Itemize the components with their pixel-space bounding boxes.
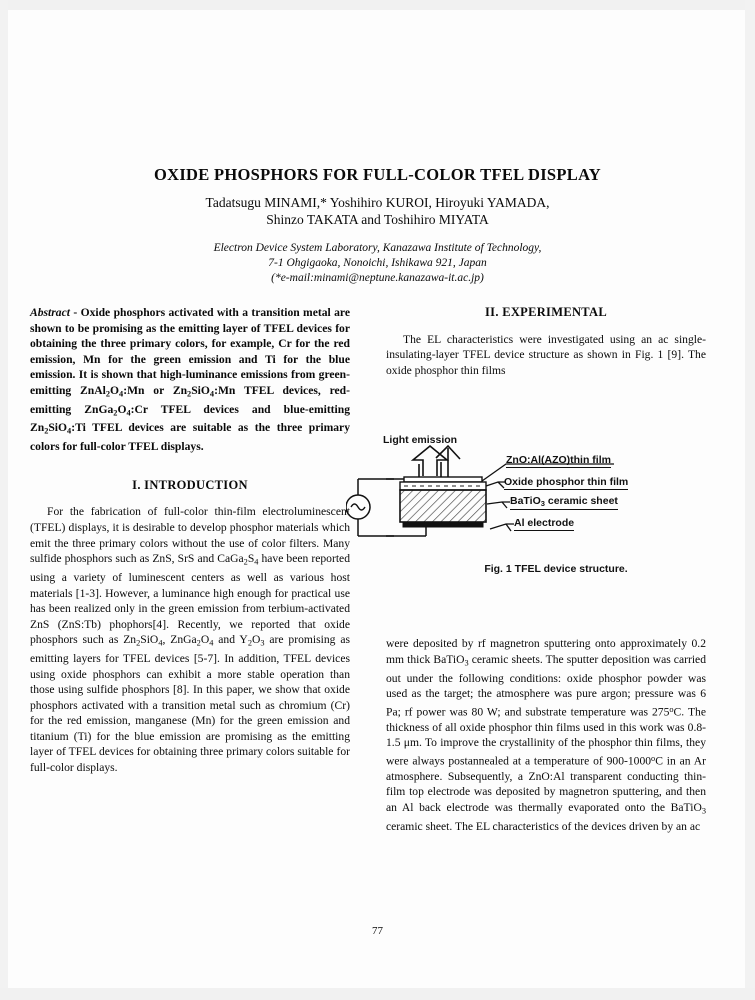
intro-sub-3: 2 [136, 638, 141, 648]
abstract-sub-4: 4 [209, 389, 215, 399]
intro-sub-5: 2 [196, 638, 201, 648]
exp-text-a: were deposited by rf magnetron sputtering onto approximately 0.2 mm thick BaTiO [386, 637, 706, 666]
figure-caption: Fig. 1 TFEL device structure. [484, 563, 628, 575]
abstract-sub-7: 2 [44, 426, 49, 436]
abstract-dash: - [69, 306, 81, 319]
intro-sub-8: 3 [260, 638, 265, 648]
leader-oxide [486, 482, 506, 488]
abstract-text-9: :Ti TFEL devices are suitable as the three primary colors for full-color TFEL displays. [30, 421, 350, 454]
leader-al [490, 524, 514, 531]
abstract-sub-1: 2 [105, 389, 110, 399]
abstract-sub-3: 2 [187, 389, 192, 399]
affiliation-line-2: 7-1 Ohgigaoka, Nonoichi, Ishikawa 921, Japan [268, 257, 487, 269]
exp-sub-1: 3 [464, 658, 469, 668]
experimental-paragraph-2 [386, 636, 706, 834]
leader-batio3 [487, 502, 510, 508]
abstract-text-4: SiO [191, 383, 210, 397]
abstract-text-2: O [110, 383, 120, 397]
author-list [30, 195, 725, 228]
intro-sub-6: 4 [209, 638, 214, 648]
exp-text-d: . To improve the crystallinity of the phosphor thin films, they were always postannealed at a temperature of 900-1000 [386, 736, 706, 768]
exp-sub-2: 3 [701, 806, 706, 816]
label-batio3-post: ceramic sheet [544, 495, 618, 507]
intro-text-e: , ZnGa [162, 633, 197, 647]
intro-text-b: S [247, 552, 255, 566]
heading-experimental: II. EXPERIMENTAL [485, 305, 607, 319]
abstract-text-6: O [117, 402, 127, 416]
intro-text-i: are promising as emitting layers for TFEL devices [5-7]. In addition, TFEL devices using oxide phosphors can exhibit a more stable operation than those using sulfide phosphors [8]. In this paper, we show that oxide phosphors activated with a transition metal such as chromium (Cr) for the red emission, manganese (Mn) for the green emission and titanium (Ti) for the blue emission are promising as the emitting layer of TFEL devices for obtaining three primary colors suitable for full-color displays. [30, 633, 350, 774]
exp-sup-1: o [669, 704, 674, 714]
exp-sup-2: o [651, 753, 656, 763]
exp-text-b: ceramic sheets. The sputter deposition was carried out under the following conditions: oxide phosphor powder was used as the target; the atmosphere was pure argon; pressure was 6 Pa; rf power was 80 W; and substrate temperature was 275 [386, 652, 706, 719]
author-line-1: Tadatsugu MINAMI,* Yoshihiro KUROI, Hiroyuki YAMADA, [205, 195, 550, 210]
intro-sub-2: 4 [254, 557, 259, 567]
intro-text-h: O [251, 633, 261, 647]
exp-micrometre: μm [403, 736, 419, 750]
abstract-paragraph [30, 305, 350, 455]
exp-text-c: C. The thickness of all oxide phosphor thin films used in this work was 0.8-1.5 [386, 705, 706, 750]
scan-edge-left [0, 0, 8, 1000]
exp-text-f: ceramic sheet. The EL characteristics of the devices driven by an ac [386, 819, 701, 833]
intro-text-c: have been reported using a variety of luminescent centers as well as various host materials [1-3]. However, a luminance high enough for practical use has been realized only in the green emission from terbium-activated ZnS (ZnS:Tb) phophors[4]. Recently, we reported that oxide phosphors such as Zn [30, 552, 350, 647]
intro-sub-1: 2 [243, 557, 248, 567]
abstract-label: Abstract [30, 306, 70, 319]
left-column [30, 305, 350, 775]
abstract-text-8: SiO [48, 421, 68, 435]
page-content [30, 0, 725, 1000]
page-number: 77 [372, 925, 383, 937]
intro-sub-7: 2 [247, 638, 252, 648]
intro-text-f: O [200, 633, 210, 647]
label-batio3-sub: 3 [540, 499, 545, 509]
intro-text-d: SiO [140, 633, 159, 647]
intro-text-g: and Y [213, 633, 248, 647]
figure-tfel-device-structure [383, 432, 726, 600]
abstract-sub-2: 4 [119, 389, 124, 399]
sine-wave-icon [351, 504, 365, 510]
abstract-text-3: :Mn or Zn [123, 383, 188, 397]
affiliation-line-1: Electron Device System Laboratory, Kanazawa Institute of Technology, [213, 242, 542, 254]
experimental-paragraph-1: The EL characteristics were investigated using an ac single-insulating-layer TFEL device structure as shown in Fig. 1 [9]. The oxide phosphor thin films [386, 332, 706, 377]
author-line-2: Shinzo TAKATA and Toshihiro MIYATA [266, 211, 489, 227]
abstract-sub-6: 4 [126, 407, 131, 417]
intro-sub-4: 4 [158, 638, 163, 648]
abstract-sub-8: 4 [67, 426, 72, 436]
abstract-text-5: :Mn TFEL devices, red-emitting ZnGa [30, 383, 350, 416]
affiliation-email: (*e-mail:minami@neptune.kanazawa-it.ac.jp) [271, 272, 484, 284]
abstract-text-1: Oxide phosphors activated with a transition metal are shown to be promising as the emitting layer of TFEL devices for obtaining the three primary colors, for example, Cr for the red emission, Mn for the green emission and Ti for the blue emission. It is shown that high-luminance emissions from green-emitting ZnAl [30, 306, 350, 397]
scan-edge-right [745, 0, 755, 1000]
label-light-emission: Light emission [383, 434, 458, 446]
introduction-paragraph [30, 504, 350, 775]
intro-text-a: For the fabrication of full-color thin-film electroluminescent (TFEL) displays, it is desirable to develop phosphor materials which emit the three primary colors without the use of color filters. Many sulfide phosphors such as ZnS, SrS and CaGa [30, 505, 350, 566]
label-al-electrode: Al electrode [514, 517, 575, 529]
exp-text-e: C in an Ar atmosphere. Subsequently, a ZnO:Al transparent conducting thin-film top electrode was deposited by magnetron sputtering, and then an Al back electrode was thermally evaporated onto the BaTiO [386, 754, 707, 814]
affiliation-block [30, 241, 725, 286]
label-oxide-phosphor-thin-film: Oxide phosphor thin film [504, 476, 629, 488]
label-batio3-pre: BaTiO [510, 495, 541, 507]
page-title: OXIDE PHOSPHORS FOR FULL-COLOR TFEL DISPLAY [153, 165, 601, 184]
label-batio3-ceramic-sheet [510, 495, 618, 510]
abstract-sub-5: 2 [113, 407, 118, 417]
abstract-text-7: :Cr TFEL devices and blue-emitting Zn [30, 402, 351, 435]
heading-introduction: I. INTRODUCTION [132, 477, 248, 492]
label-azo-thin-film: ZnO:Al(AZO)thin film [506, 454, 611, 466]
